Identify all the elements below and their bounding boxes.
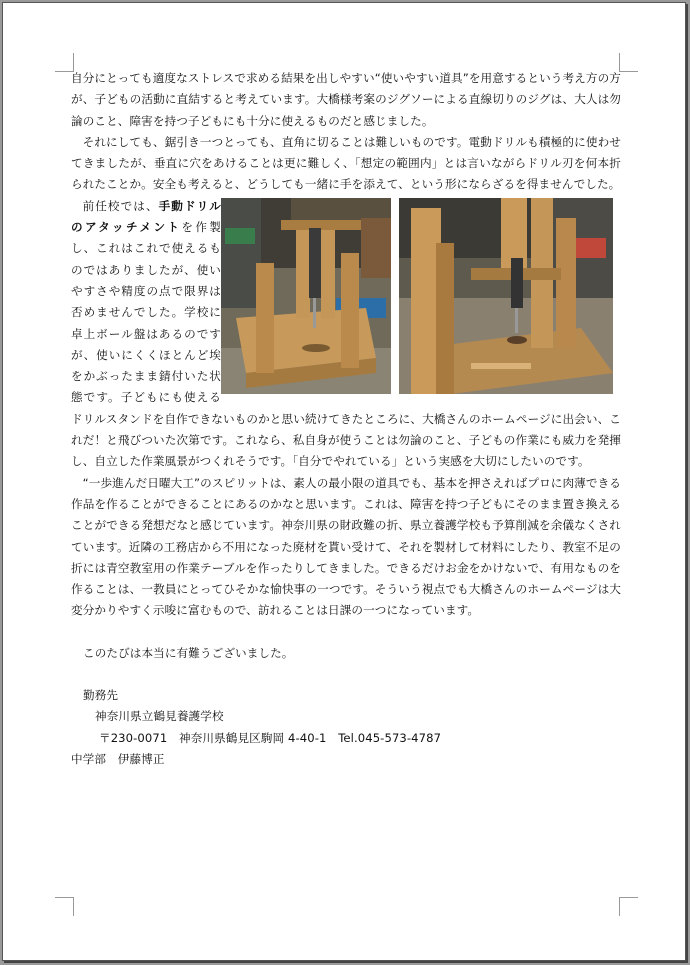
paragraph-3-bold: 手動ドリルのアタッチメント	[71, 198, 221, 235]
drill-stand-photos	[221, 198, 621, 394]
school-address: 〒230-0071 神奈川県鶴見区駒岡 4-40-1 Tel.045-573-4787	[99, 730, 442, 745]
paragraph-2: それにしても、鋸引き一つとっても、直角に切ることは難しいものです。電動ドリルも積極的に使わせてきましたが、垂直に穴をあけることは更に難しく、「想定の範囲内」とは言いながらドリル刃を何本折られたことか。安全も考えると、どうしても一緒に手を添えて、という形にならざるを得ませんでした。	[71, 134, 621, 192]
paragraph-3-start: 前任校では、	[82, 198, 159, 213]
margin-mark-bottom-right	[619, 897, 638, 916]
margin-mark-top-right	[619, 53, 638, 72]
photo-pair	[221, 198, 621, 394]
margin-mark-bottom-left	[55, 897, 74, 916]
paragraph-4: “一歩進んだ日曜大工”のスピリットは、素人の最小限の道具でも、基本を押さえればプロに肉薄できる作品を作ることができることにあるのかなと思います。これは、障害を持つ子どもにそのまま置き換えることができる発想だなと感じています。神奈川県の財政難の折、県立養護学校も予算削減を余儀なくされています。近隣の工務店から不用になった廃材を貰い受けて、それを製材して材料にしたり、教室不足の折には青空教室用の作業テーブルを作ったりしてきました。できるだけお金をかけないで、有用なものを作ることは、一教員にとってひそかな愉快事の一つです。そういう視点でも大橋さんのホームページは大変分かりやすく示唆に富むもので、訪れることは日課の一つになっています。	[71, 475, 621, 618]
photo-drill-stand-front	[221, 198, 391, 394]
work-label: 勤務先	[83, 688, 119, 703]
photo-drill-stand-side	[399, 198, 613, 394]
paragraph-3-left: を作製し、これはこれで使えるものではありましたが、使いやすさや精度の点で限界は否めませんでした。学校に卓上ボール盤はあるのですが、使いにくくほとんど埃をかぶったまま錆付いた状態です。子	[71, 220, 221, 405]
paragraph-3-rest: どもにも使えるドリルスタンドを自作できないものかと思い続けてきたところに、大橋さんのホームページに出会い、これだ！と飛びついた次第です。これなら、私自身が使うことは勿論のこと、子どもの作業にも威力を発揮し、自立した作業風景がつくれそうです。「自分でやれている」という実感を大切にしたいのです。	[71, 390, 621, 469]
document-body	[71, 68, 621, 770]
school-name: 神奈川県立鶴見養護学校	[95, 709, 224, 724]
thanks-line: このたびは本当に有難うございました。	[83, 645, 294, 660]
paragraph-1: 自分にとっても適度なストレスで求める結果を出しやすい“使いやすい道具”を用意するという考え方の方が、子どもの活動に直結すると考えています。大橋様考案のジグソーによる直線切りのジグは、大人は勿論のこと、障害を持つ子どもにも十分に使えるものだと感じました。	[71, 71, 621, 128]
signature: 中学部 伊藤博正	[71, 751, 165, 766]
